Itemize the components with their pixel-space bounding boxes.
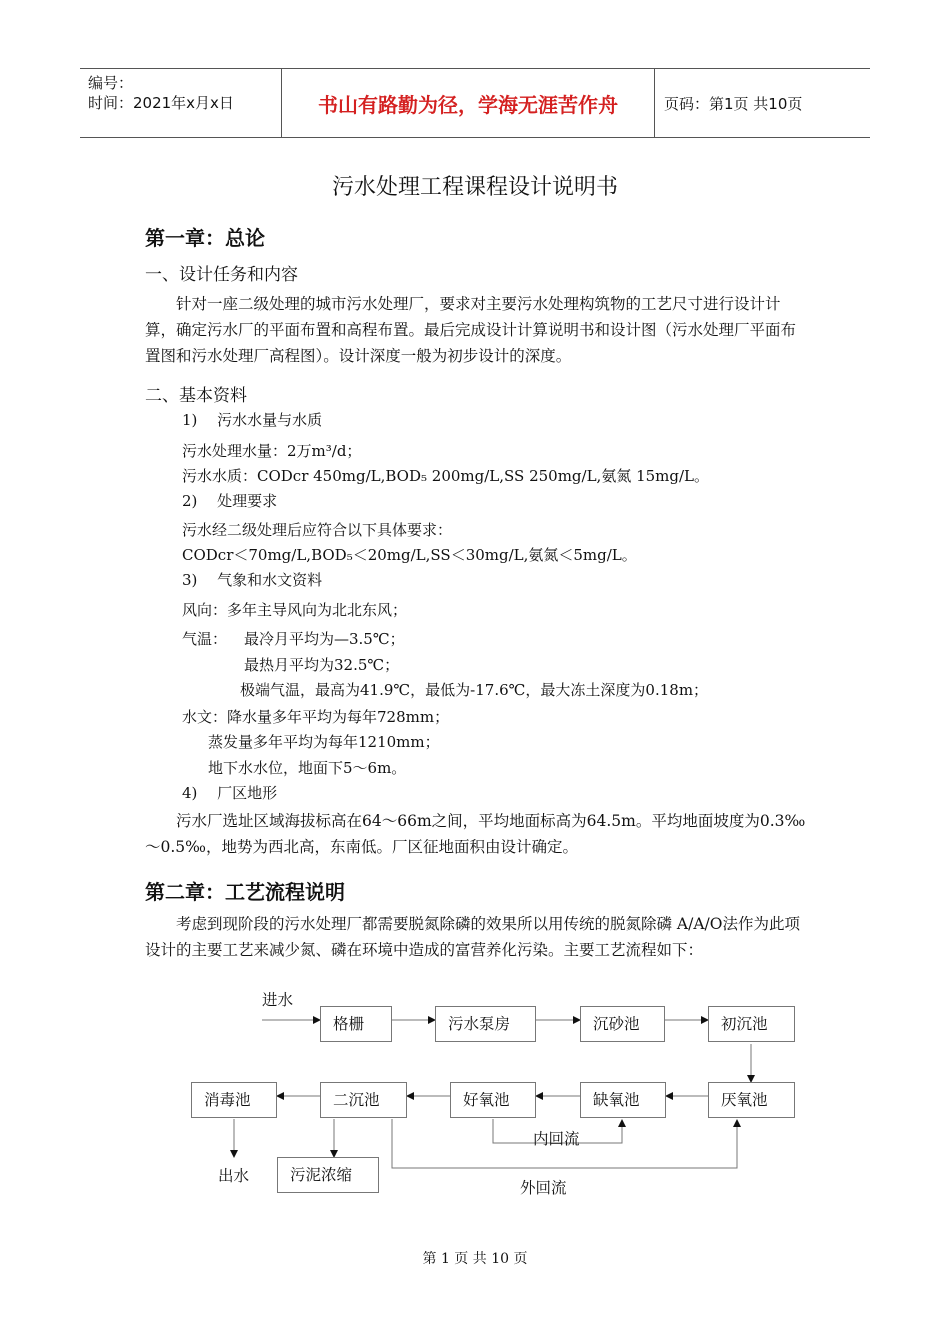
anoxic-tank-box: 缺氧池 (580, 1082, 666, 1118)
chapter1-heading: 第一章：总论 (145, 226, 265, 250)
temperature-extreme: 极端气温，最高为41.9℃，最低为-17.6℃，最大冻土深度为0.18m； (240, 681, 709, 699)
aerobic-tank-box: 好氧池 (450, 1082, 536, 1118)
disinfection-tank-box: 消毒池 (191, 1082, 277, 1118)
date-line: 时间：2021年x月x日 (88, 94, 234, 112)
chapter2-heading: 第二章：工艺流程说明 (145, 880, 345, 904)
grit-chamber-box: 沉砂池 (580, 1006, 665, 1042)
primary-clarifier-box: 初沉池 (708, 1006, 795, 1042)
outlet-label: 出水 (218, 1167, 250, 1185)
document-title: 污水处理工程课程设计说明书 (331, 175, 618, 200)
page-info: 页码：第1页 共10页 (664, 95, 803, 113)
water-quality: 污水水质：CODcr 450mg/L,BOD₅ 200mg/L,SS 250mg/L,氨氮 15mg/L。 (182, 467, 710, 485)
item2-heading: 2) 处理要求 (182, 492, 278, 510)
page-footer: 第 1 页 共 10 页 (422, 1251, 528, 1267)
hydrology-groundwater: 地下水水位，地面下5～6m。 (208, 759, 407, 777)
wind-direction: 风向：多年主导风向为北北东风； (182, 601, 408, 619)
number-label: 编号： (88, 74, 134, 92)
requirements-intro: 污水经二级处理后应符合以下具体要求： (182, 521, 453, 539)
inlet-label: 进水 (262, 991, 294, 1009)
temperature-label: 气温： (182, 630, 228, 648)
item4-heading: 4) 厂区地形 (182, 784, 278, 802)
requirements: CODcr＜70mg/L,BOD₅＜20mg/L,SS＜30mg/L,氨氮＜5mg/L。 (182, 546, 637, 564)
hydrology-evap: 蒸发量多年平均为每年1210mm； (208, 733, 440, 751)
water-flow: 污水处理水量：2万m³/d； (182, 442, 362, 460)
screen-box: 格栅 (320, 1006, 392, 1042)
item1-heading: 1) 污水水量与水质 (182, 411, 323, 429)
temperature-hottest: 最热月平均为32.5℃； (244, 656, 400, 674)
item3-heading: 3) 气象和水文资料 (182, 571, 323, 589)
temperature-coldest: 最冷月平均为—3.5℃； (244, 630, 405, 648)
pump-house-box: 污水泵房 (435, 1006, 536, 1042)
external-return-label: 外回流 (520, 1179, 567, 1197)
sludge-thickening-box: 污泥浓缩 (277, 1157, 379, 1193)
secondary-clarifier-box: 二沉池 (320, 1082, 407, 1118)
chapter2-paragraph: 考虑到现阶段的污水处理厂都需要脱氮除磷的效果所以用传统的脱氮除磷 A/A/O法作为此项设计的主要工艺来减少氮、磷在环境中造成的富营养化污染。主要工艺流程如下： (145, 915, 800, 959)
anaerobic-tank-box: 厌氧池 (708, 1082, 795, 1118)
terrain-paragraph: 污水厂选址区域海拔标高在64～66m之间，平均地面标高为64.5m。平均地面坡度为0.3‰～0.5‰，地势为西北高，东南低。厂区征地面积由设计确定。 (145, 812, 806, 856)
motto: 书山有路勤为径，学海无涯苦作舟 (318, 93, 618, 117)
section1-paragraph: 针对一座二级处理的城市污水处理厂，要求对主要污水处理构筑物的工艺尺寸进行设计计算，确定污水厂的平面布置和高程布置。最后完成设计计算说明书和设计图（污水处理厂平面布置图和污水处理厂高程图）。设计深度一般为初步设计的深度。 (145, 295, 797, 365)
hydrology-precip: 水文：降水量多年平均为每年728mm； (182, 708, 450, 726)
section1-heading: 一、设计任务和内容 (145, 265, 298, 285)
section2-heading: 二、基本资料 (145, 386, 247, 406)
internal-return-label: 内回流 (533, 1130, 580, 1148)
